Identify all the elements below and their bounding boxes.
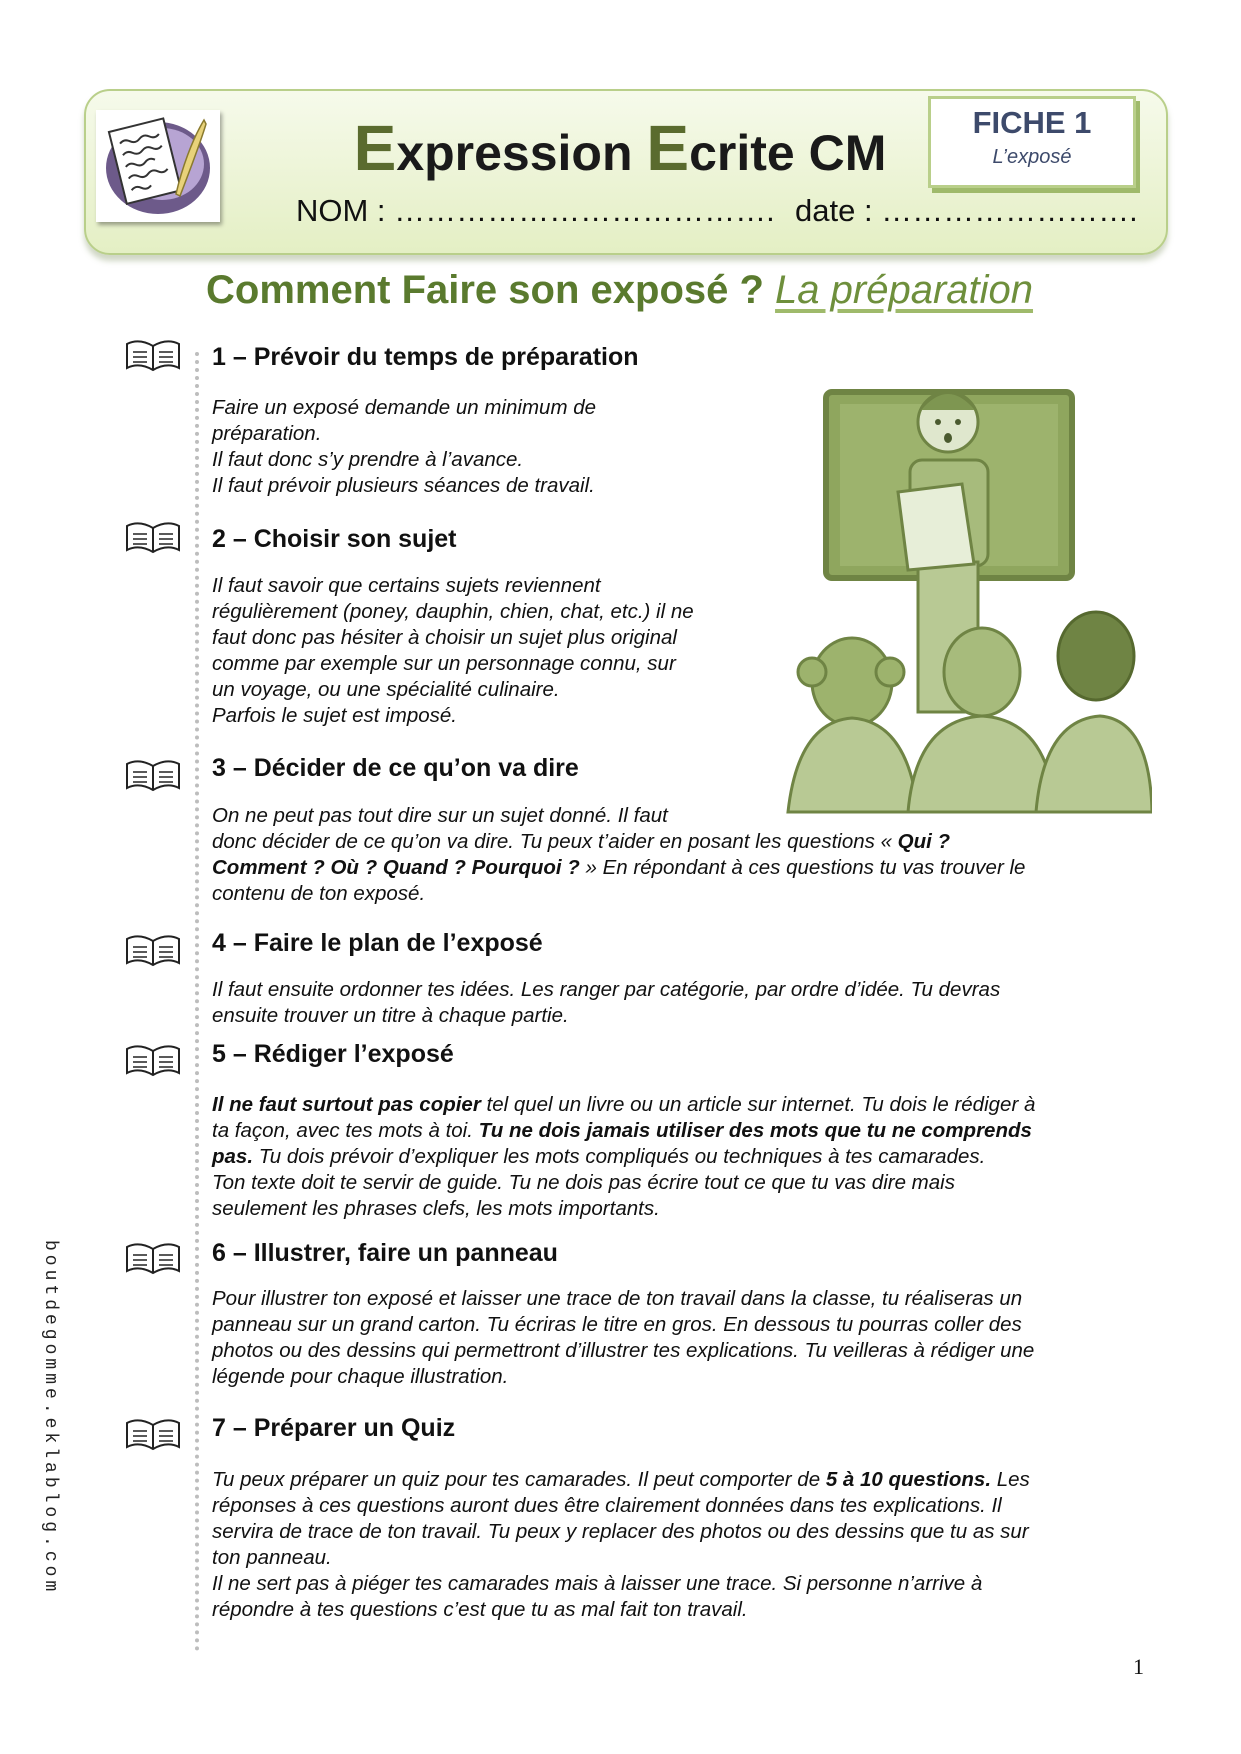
section-title: 6 – Illustrer, faire un panneau [212,1239,558,1267]
name-field-label: NOM : ………………………………. [296,193,775,228]
title-initial: E [353,112,397,184]
text-line: Parfois le sujet est imposé. [212,704,457,727]
dotted-margin-rule [195,352,199,1652]
header-logo [96,110,220,222]
title-initial: E [646,112,690,184]
text-fragment: ta façon, avec tes mots à toi. [212,1119,479,1142]
section-title: 5 – Rédiger l’exposé [212,1040,454,1068]
text-fragment: Tu dois prévoir d’expliquer les mots compliqués ou techniques à tes camarades. [253,1145,986,1168]
text-line: un voyage, ou une spécialité culinaire. [212,678,560,701]
text-line: panneau sur un grand carton. Tu écriras le titre en gros. En dessous tu pourras coller des [212,1313,1022,1336]
text-fragment: Les [991,1468,1030,1491]
text-line: Faire un exposé demande un minimum de [212,396,597,419]
section-text [212,803,1152,907]
bold-fragment: pas. [212,1145,254,1168]
text-line: servira de trace de ton travail. Tu peux y replacer des photos ou des dessins que tu as sur [212,1520,1029,1543]
fiche-badge [928,96,1136,188]
open-book-icon [125,520,181,554]
page-title-sub: La préparation [775,268,1034,312]
page-title [206,268,1106,313]
section-text [212,1092,1172,1222]
date-field-label: date : ……………………. [795,193,1138,228]
text-line: régulièrement (poney, dauphin, chien, chat, etc.) il ne [212,600,694,623]
title-text: xpression [396,125,647,181]
bold-fragment: Qui ? [897,830,951,853]
open-book-icon [125,1417,181,1451]
bold-fragment: Comment ? Où ? Quand ? Pourquoi ? [212,856,580,879]
text-line: Pour illustrer ton exposé et laisser une trace de ton travail dans la classe, tu réaliseras un [212,1287,1023,1310]
text-line [212,1144,1172,1170]
text-line: faut donc pas hésiter à choisir un sujet plus original [212,626,677,649]
text-line [212,829,1152,855]
section-title: 1 – Prévoir du temps de préparation [212,343,639,371]
text-fragment: donc décider de ce qu’on va dire. Tu peux t’aider en posant les questions « [212,830,898,853]
bold-fragment: Il ne faut surtout pas copier [212,1093,481,1116]
section-title: 4 – Faire le plan de l’exposé [212,929,543,957]
page-number: 1 [1133,1654,1144,1679]
website-credit: boutdegomme.eklablog.com [40,1240,60,1596]
text-line: Ton texte doit te servir de guide. Tu ne dois pas écrire tout ce que tu vas dire mais [212,1171,955,1194]
text-line: Il faut ensuite ordonner tes idées. Les ranger par catégorie, par ordre d’idée. Tu devras [212,978,1001,1001]
text-line: Il faut savoir que certains sujets reviennent [212,574,601,597]
text-line: photos ou des dessins qui permettront d’illustrer tes explications. Tu veilleras à rédiger une [212,1339,1035,1362]
bold-fragment: 5 à 10 questions. [825,1468,992,1491]
title-text: crite CM [689,125,887,181]
text-line: On ne peut pas tout dire sur un sujet donné. Il faut [212,804,668,827]
text-line [212,1467,1172,1493]
text-line: contenu de ton exposé. [212,882,426,905]
section-text [212,1467,1172,1623]
section-text [212,977,1172,1029]
section-title: 7 – Préparer un Quiz [212,1414,456,1442]
section-title: 3 – Décider de ce qu’on va dire [212,754,579,782]
text-fragment: Tu peux préparer un quiz pour tes camarades. Il peut comporter de [212,1468,826,1491]
open-book-icon [125,1043,181,1077]
section-title: 2 – Choisir son sujet [212,525,457,553]
student-presenting-illustration [778,372,1152,822]
text-line: réponses à ces questions auront dues être clairement données dans tes explications. Il [212,1494,1002,1517]
writing-paper-quill-icon [96,110,220,222]
section-text [212,1286,1172,1390]
bold-fragment: Tu ne dois jamais utiliser des mots que tu ne comprends [478,1119,1032,1142]
text-line [212,1092,1172,1118]
open-book-icon [125,758,181,792]
text-line: ton panneau. [212,1546,332,1569]
presentation-illustration [778,372,1152,822]
text-line: légende pour chaque illustration. [212,1365,509,1388]
open-book-icon [125,1241,181,1275]
text-line: Il ne sert pas à piéger tes camarades mais à laisser une trace. Si personne n’arrive à [212,1572,983,1595]
section-text [212,395,772,499]
open-book-icon [125,933,181,967]
fiche-number: FICHE 1 [972,105,1092,140]
page-title-main: Comment Faire son exposé ? [206,268,764,312]
text-fragment: tel quel un livre ou un article sur internet. Tu dois le rédiger à [480,1093,1036,1116]
text-line: Il faut prévoir plusieurs séances de travail. [212,474,595,497]
text-line: répondre à tes questions c’est que tu as mal fait ton travail. [212,1598,748,1621]
text-line: préparation. [212,422,322,445]
text-line [212,855,1152,881]
text-line: seulement les phrases clefs, les mots importants. [212,1197,660,1220]
section-text [212,573,772,729]
text-line: Il faut donc s’y prendre à l’avance. [212,448,524,471]
fiche-subtitle: L’exposé [992,146,1072,168]
text-line: comme par exemple sur un personnage connu, sur [212,652,676,675]
open-book-icon [125,338,181,372]
banner-title [320,112,920,184]
text-line: ensuite trouver un titre à chaque partie. [212,1004,569,1027]
text-line [212,1118,1172,1144]
text-fragment: » En répondant à ces questions tu vas trouver le [579,856,1026,879]
